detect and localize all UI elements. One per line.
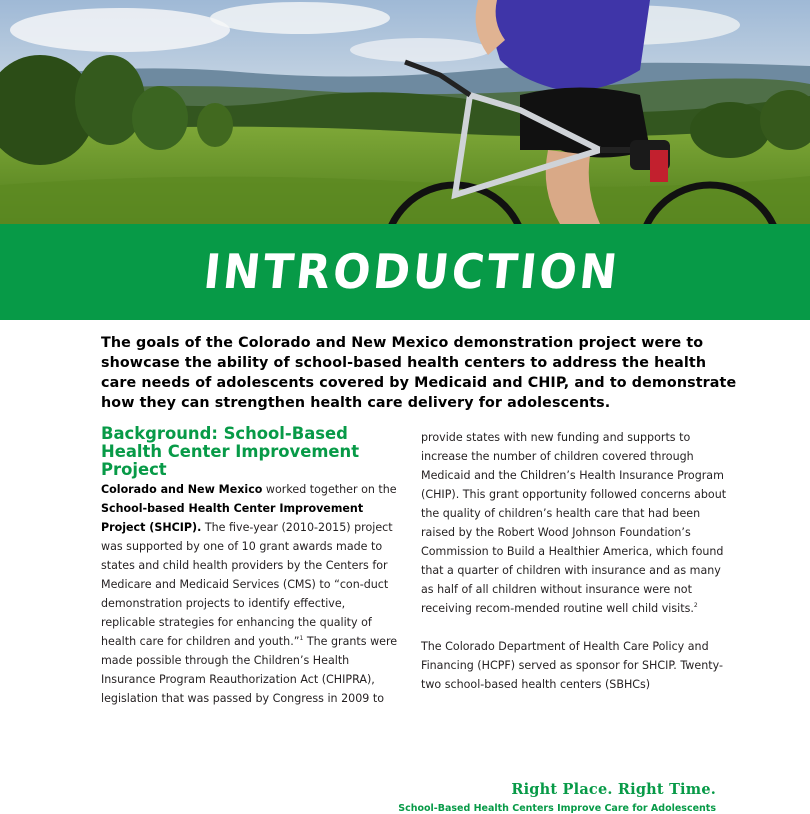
section-heading: Background: School-Based Health Center Improvement Project [101,424,360,479]
hero-photo [0,0,810,224]
text: provide states with new funding and supports to increase the number of children covered through Medicaid and the Children’s Health Insurance Program (CHIP). This grant opportunity followed concerns about the quality of children’s health care that had been raised by the Robert Wood Johnson Foundation’s Commission to Build a Healthier America, which found that a quarter of children with insurance and as many as half of all children without insurance were not receiving recom-mended routine well child visits. [421,431,727,615]
text: The five-year (2010-2015) project was supported by one of 10 grant awards made to states and child health providers by the Centers for Medicare and Medicaid Services (CMS) to “con-duct demonstration projects to identify effective, replicable strategies for enhancing the quality of health care for children and youth.” [101,521,393,648]
footer-title: Right Place. Right Time. [511,781,716,798]
page-title: INTRODUCTION [201,244,623,300]
bold-text: School-based Health Center Improvement Project (SHCIP). [101,502,364,534]
footnote-ref: 2 [693,602,698,609]
paragraph-2 [421,428,731,618]
text: worked together on the [262,483,397,496]
paragraph-3: The Colorado Department of Health Care Policy and Financing (HCPF) served as sponsor for SHCIP. Twenty-two school-based health centers (SBHCs) [421,640,723,691]
footnote-ref: 1 [299,635,304,642]
intro-lead: The goals of the Colorado and New Mexico demonstration project were to showcase the ability of school-based health centers to address the health care needs of adolescents covered by Medicaid and CHIP, and to demonstrate how they can strengthen health care delivery for adolescents. [101,335,737,411]
text: The grants were made possible through the Children’s Health Insurance Program Reauthorization Act (CHIPRA), legislation that was passed by Congress in 2009 to [101,635,398,705]
right-column [421,428,731,694]
footer-subtitle: School-Based Health Centers Improve Care for Adolescents [398,803,716,814]
title-banner [0,224,810,320]
left-column [101,425,401,708]
bold-text: Colorado and New Mexico [101,483,263,496]
paragraph-1 [101,480,401,708]
